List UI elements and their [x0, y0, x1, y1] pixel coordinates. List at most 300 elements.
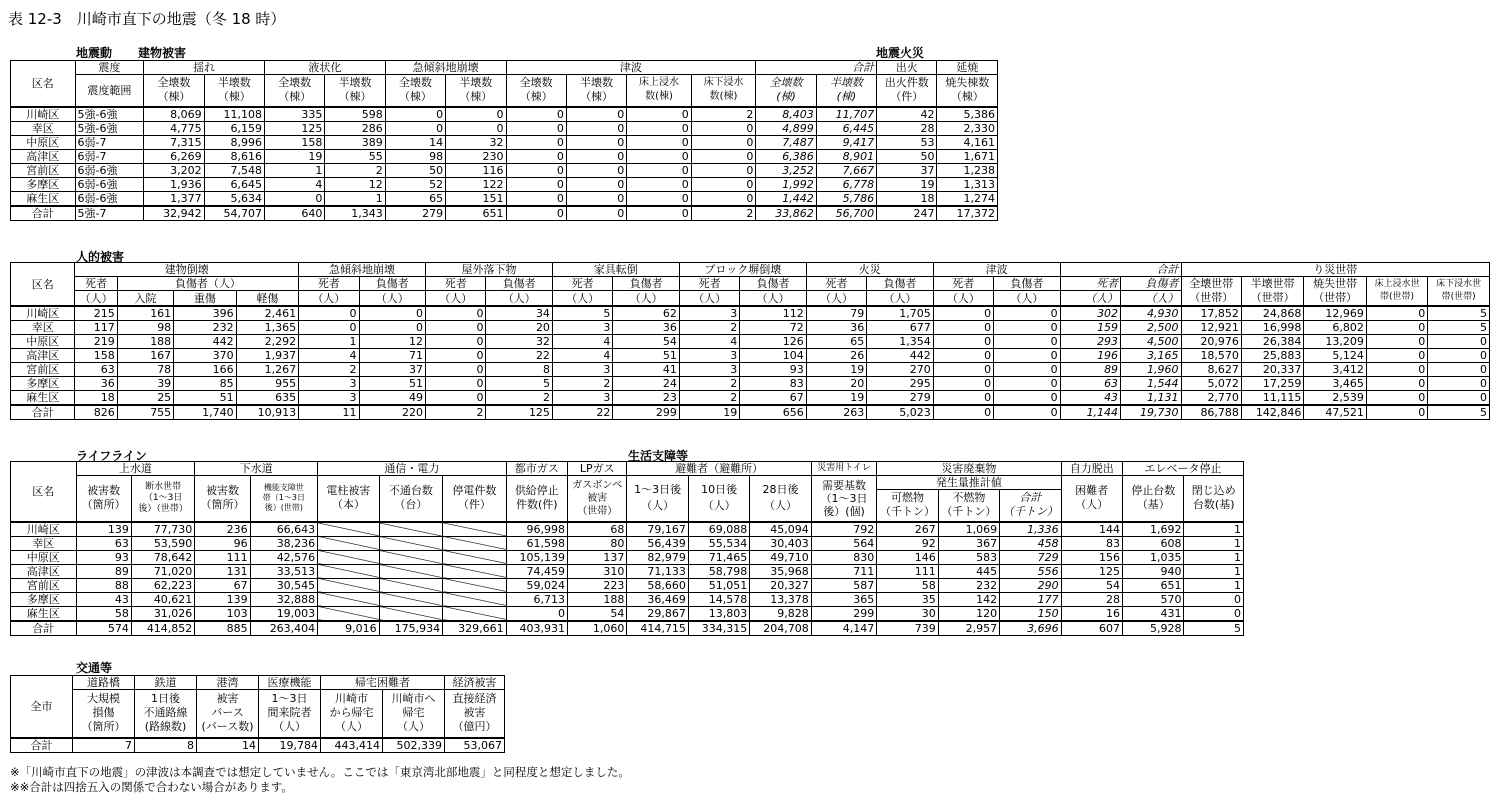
value-cell: 137	[568, 550, 627, 564]
value-cell: 431	[1123, 606, 1184, 621]
value-cell: 38,236	[250, 536, 318, 550]
value-cell: 4	[265, 177, 325, 191]
value-cell: 59,024	[506, 578, 567, 592]
district-name-cell: 宮前区	[11, 578, 77, 592]
value-cell: 63	[76, 536, 131, 550]
value-cell: 2,957	[938, 621, 999, 636]
t3-gesui-higai-header: 被害数 （箇所）	[195, 476, 250, 522]
value-cell: 188	[117, 335, 173, 349]
value-cell: 0	[426, 391, 486, 406]
value-cell: 156	[1061, 550, 1122, 564]
value-cell: 656	[740, 405, 806, 420]
value-cell: 11,115	[1241, 391, 1303, 406]
value-cell: 6,159	[204, 121, 264, 135]
human-damage-table	[10, 262, 1490, 420]
value-cell: 0	[1366, 349, 1427, 363]
value-cell: 125	[486, 405, 552, 420]
value-cell: 41	[613, 363, 679, 377]
value-cell: 1,692	[1123, 522, 1184, 537]
value-cell: 32,942	[144, 206, 204, 221]
t2-row	[11, 349, 1490, 363]
value-cell: 40,621	[131, 592, 194, 606]
page-title: 表 12-3 川崎市直下の地震（冬 18 時）	[8, 10, 286, 28]
value-cell: 442	[174, 335, 236, 349]
value-cell: 104	[740, 349, 806, 363]
value-cell: 13,209	[1304, 335, 1366, 349]
traffic-table	[10, 675, 505, 753]
section-fire-label: 地震火災	[876, 46, 925, 60]
t2-jusho-header: 重傷	[174, 291, 236, 306]
t4-zenshi-header: 全市	[11, 676, 73, 738]
value-cell: 1,060	[568, 621, 627, 636]
value-cell: 0	[506, 163, 566, 177]
value-cell: 79	[806, 306, 866, 321]
value-cell: 0	[566, 206, 626, 221]
value-cell: 12	[325, 177, 385, 191]
value-cell: 1	[325, 191, 385, 206]
value-cell	[379, 536, 442, 550]
value-cell: 2,330	[937, 121, 998, 135]
value-cell: 3,165	[1121, 349, 1181, 363]
value-cell: 19,730	[1121, 405, 1181, 420]
value-cell: 0	[566, 135, 626, 149]
t4-value-cell: 443,414	[321, 738, 383, 753]
value-cell: 33,513	[250, 564, 318, 578]
value-cell: 0	[506, 149, 566, 163]
value-cell: 1,131	[1121, 391, 1181, 406]
district-name-cell: 川崎区	[11, 107, 76, 122]
value-cell: 126	[740, 335, 806, 349]
t2-unit-8: （人）	[486, 291, 552, 306]
section-bldg-label: 建物被害	[138, 46, 187, 60]
value-cell: 20	[486, 321, 552, 335]
value-cell: 142,846	[1241, 405, 1303, 420]
value-cell: 598	[325, 107, 385, 122]
value-cell: 0	[933, 335, 993, 349]
value-cell: 279	[867, 391, 933, 406]
value-cell: 1,274	[937, 191, 998, 206]
value-cell: 5,786	[816, 191, 876, 206]
value-cell: 36	[613, 321, 679, 335]
value-cell: 2	[679, 377, 739, 391]
value-cell: 396	[174, 306, 236, 321]
value-cell: 0	[359, 306, 425, 321]
t2-unit-16: （人）	[994, 291, 1060, 306]
t2-tatemono-shisha-unit: （人）	[75, 291, 117, 306]
t1-tsunami-yukajo-header: 床上浸水 数(棟)	[627, 75, 692, 107]
value-cell: 117	[75, 321, 117, 335]
value-cell: 1	[299, 335, 359, 349]
value-cell: 0	[265, 191, 325, 206]
t2-kagu-fushosha-header: 負傷者	[613, 277, 679, 291]
value-cell: 2	[299, 363, 359, 377]
t4-tetsudo-header: 鉄道	[135, 676, 197, 690]
value-cell: 0	[359, 321, 425, 335]
t3-juyo-header: 需要基数 （1～3日 後）(個)	[811, 476, 877, 522]
value-cell: 24,868	[1241, 306, 1303, 321]
value-cell: 67	[195, 578, 250, 592]
value-cell: 3	[679, 349, 739, 363]
value-cell: 62	[613, 306, 679, 321]
value-cell: 19	[877, 177, 937, 191]
t3-d13-header: 1～3日後 （人）	[627, 476, 688, 522]
t4-value-cell: 8	[135, 738, 197, 753]
value-cell: 47,521	[1304, 405, 1366, 420]
value-cell: 940	[1123, 564, 1184, 578]
value-cell: 51	[613, 349, 679, 363]
value-cell: 711	[811, 564, 877, 578]
value-cell: 18	[877, 191, 937, 206]
value-cell: 739	[877, 621, 938, 636]
t2-kasai-shisha-header: 死者	[806, 277, 866, 291]
t3-row	[11, 522, 1244, 537]
value-cell: 1,343	[325, 206, 385, 221]
value-cell: 2	[552, 377, 612, 391]
value-cell	[379, 578, 442, 592]
value-cell: 0	[506, 191, 566, 206]
t1-ekijo-zenkai-header: 全壊数 （棟）	[265, 75, 325, 107]
t4-value-cell: 7	[73, 738, 135, 753]
value-cell: 33,862	[756, 206, 816, 221]
t1-row	[11, 107, 998, 122]
t2-unit-12: （人）	[740, 291, 806, 306]
t2-zenkai-s-header: 全壊世帯 （世帯）	[1181, 277, 1241, 307]
value-cell: 270	[867, 363, 933, 377]
t3-lpgas-header: LPガス	[568, 462, 627, 476]
district-name-cell: 麻生区	[11, 191, 76, 206]
building-damage-table	[10, 60, 998, 221]
value-cell: 19,003	[250, 606, 318, 621]
t1-ku-header: 区名	[11, 61, 76, 107]
t1-yure-header: 揺れ	[144, 61, 265, 75]
t3-dansui-header: 断水世帯 （1～3日 後）（世帯）	[131, 476, 194, 522]
value-cell: 635	[236, 391, 298, 406]
value-cell: 5,928	[1123, 621, 1184, 636]
t3-hinan-header: 避難者（避難所）	[627, 462, 811, 476]
value-cell: 0	[691, 121, 756, 135]
t1-ekijo-hankai-header: 半壊数 （棟）	[325, 75, 385, 107]
value-cell	[318, 522, 379, 537]
district-name-cell: 宮前区	[11, 363, 75, 377]
value-cell: 6弱-6強	[75, 191, 144, 206]
value-cell: 175,934	[379, 621, 442, 636]
value-cell: 36	[806, 321, 866, 335]
value-cell: 32,888	[250, 592, 318, 606]
value-cell	[379, 522, 442, 537]
value-cell: 0	[426, 377, 486, 391]
value-cell: 5強-7	[75, 206, 144, 221]
district-name-cell: 川崎区	[11, 306, 75, 321]
district-name-cell: 幸区	[11, 321, 75, 335]
district-name-cell: 中原区	[11, 135, 76, 149]
value-cell: 125	[265, 121, 325, 135]
t3-denchu-header: 電柱被害 （本）	[318, 476, 379, 522]
value-cell: 7,548	[204, 163, 264, 177]
value-cell: 30,403	[750, 536, 811, 550]
t4-total-label: 合計	[11, 738, 73, 753]
value-cell: 69,088	[688, 522, 749, 537]
value-cell: 1,992	[756, 177, 816, 191]
value-cell: 5,072	[1181, 377, 1241, 391]
t4-berth-header: 被害 バース (バース数)	[197, 690, 259, 738]
t3-elev-header: エレベータ停止	[1123, 462, 1244, 476]
district-name-cell: 幸区	[11, 121, 76, 135]
value-cell: 167	[117, 349, 173, 363]
t2-tatemono-header: 建物倒壊	[75, 263, 299, 277]
value-cell: 6,386	[756, 149, 816, 163]
value-cell: 1	[1184, 578, 1244, 592]
value-cell: 247	[877, 206, 937, 221]
value-cell: 11,707	[816, 107, 876, 122]
value-cell: 414,715	[627, 621, 688, 636]
value-cell: 0	[566, 191, 626, 206]
t3-d10-header: 10日後 （人）	[688, 476, 749, 522]
value-cell: 0	[426, 335, 486, 349]
value-cell: 32	[446, 135, 506, 149]
value-cell: 5	[1428, 321, 1490, 335]
footnote-2: ※※合計は四捨五入の関係で合わない場合があります。	[10, 780, 293, 794]
value-cell: 232	[174, 321, 236, 335]
value-cell: 445	[938, 564, 999, 578]
value-cell: 4	[552, 349, 612, 363]
t4-keizai-header: 経済被害	[445, 676, 505, 690]
t2-okugai-shisha-header: 死者	[426, 277, 486, 291]
value-cell: 0	[994, 377, 1060, 391]
value-cell: 1,313	[937, 177, 998, 191]
t1-row	[11, 135, 998, 149]
value-cell: 139	[195, 592, 250, 606]
value-cell: 295	[867, 377, 933, 391]
value-cell: 92	[877, 536, 938, 550]
value-cell: 0	[933, 349, 993, 363]
value-cell: 0	[627, 121, 692, 135]
t1-yure-hankai-header: 半壊数 （棟）	[204, 75, 264, 107]
value-cell: 0	[994, 363, 1060, 377]
value-cell: 4,147	[811, 621, 877, 636]
value-cell: 0	[506, 206, 566, 221]
t1-shindo-range-header: 震度範囲	[75, 75, 144, 107]
value-cell: 219	[75, 335, 117, 349]
t1-gokei-header: 合計	[756, 61, 877, 75]
value-cell: 77,730	[131, 522, 194, 537]
value-cell: 30,545	[250, 578, 318, 592]
value-cell: 215	[75, 306, 117, 321]
value-cell: 85	[174, 377, 236, 391]
t2-unit-7: （人）	[426, 291, 486, 306]
value-cell: 6弱-6強	[75, 177, 144, 191]
value-cell: 651	[1123, 578, 1184, 592]
t3-josui-header: 上水道	[76, 462, 195, 476]
t1-row	[11, 206, 998, 221]
value-cell: 0	[385, 121, 445, 135]
value-cell	[379, 564, 442, 578]
value-cell: 3,412	[1304, 363, 1366, 377]
t1-kyukeisha-header: 急傾斜地崩壊	[385, 61, 506, 75]
value-cell	[443, 564, 506, 578]
value-cell: 67	[740, 391, 806, 406]
district-name-cell: 多摩区	[11, 592, 77, 606]
value-cell: 6,645	[204, 177, 264, 191]
value-cell: 82,979	[627, 550, 688, 564]
value-cell: 54	[613, 335, 679, 349]
value-cell: 36	[75, 377, 117, 391]
value-cell: 71	[359, 349, 425, 363]
value-cell	[443, 592, 506, 606]
t3-futsu-header: 不通台数 （台）	[379, 476, 442, 522]
value-cell: 6,802	[1304, 321, 1366, 335]
value-cell: 37	[359, 363, 425, 377]
value-cell: 365	[811, 592, 877, 606]
value-cell: 25,883	[1241, 349, 1303, 363]
t2-okugai-header: 屋外落下物	[426, 263, 553, 277]
value-cell: 5,023	[867, 405, 933, 420]
value-cell: 159	[1060, 321, 1120, 335]
value-cell: 1	[1184, 522, 1244, 537]
value-cell	[443, 536, 506, 550]
t2-unit-17: （人）	[1060, 291, 1120, 306]
value-cell	[379, 606, 442, 621]
value-cell: 2,292	[236, 335, 298, 349]
value-cell: 158	[265, 135, 325, 149]
value-cell: 4,775	[144, 121, 204, 135]
value-cell: 310	[568, 564, 627, 578]
value-cell: 3	[552, 321, 612, 335]
section-living-label: 生活支障等	[628, 449, 689, 463]
t2-unit-14: （人）	[867, 291, 933, 306]
value-cell: 12,921	[1181, 321, 1241, 335]
t4-kanja-header: 1～3日 間来院者 （人）	[259, 690, 321, 738]
t1-tsunami-yukashita-header: 床下浸水 数(棟)	[691, 75, 756, 107]
t2-okugai-fushosha-header: 負傷者	[486, 277, 552, 291]
value-cell: 4,500	[1121, 335, 1181, 349]
value-cell: 3	[299, 377, 359, 391]
t4-daikibo-header: 大規模 損傷 （箇所）	[73, 690, 135, 738]
value-cell	[318, 550, 379, 564]
value-cell: 42	[877, 107, 937, 122]
value-cell: 5	[1428, 405, 1490, 420]
value-cell: 9,016	[318, 621, 379, 636]
t2-row	[11, 363, 1490, 377]
value-cell: 72	[740, 321, 806, 335]
value-cell: 58	[877, 578, 938, 592]
value-cell: 14	[385, 135, 445, 149]
value-cell: 826	[75, 405, 117, 420]
value-cell: 62,223	[131, 578, 194, 592]
t2-row	[11, 306, 1490, 321]
t2-kasai-header: 火災	[806, 263, 933, 277]
t2-tatemono-shisha-header: 死者	[75, 277, 117, 291]
value-cell: 56,439	[627, 536, 688, 550]
district-name-cell: 高津区	[11, 564, 77, 578]
t2-tsunami-shisha-header: 死者	[933, 277, 993, 291]
value-cell: 139	[76, 522, 131, 537]
t3-jiriki-header: 自力脱出	[1061, 462, 1122, 476]
t1-tsunami-zenkai-header: 全壊数 （棟）	[506, 75, 566, 107]
t2-kyukeisha-header: 急傾斜地崩壊	[299, 263, 426, 277]
value-cell: 389	[325, 135, 385, 149]
value-cell: 0	[933, 405, 993, 420]
t3-josui-higai-header: 被害数 （箇所）	[76, 476, 131, 522]
value-cell: 1,267	[236, 363, 298, 377]
value-cell: 35	[877, 592, 938, 606]
value-cell: 50	[877, 149, 937, 163]
value-cell: 403,931	[506, 621, 567, 636]
value-cell: 116	[446, 163, 506, 177]
value-cell: 0	[1366, 377, 1427, 391]
footnote-1: ※「川崎市直下の地震」の津波は本調査では想定していません。ここでは「東京湾北部地震」と同程度と想定しました。	[10, 765, 630, 779]
value-cell: 31,026	[131, 606, 194, 621]
value-cell: 263,404	[250, 621, 318, 636]
value-cell: 17,852	[1181, 306, 1241, 321]
value-cell: 98	[385, 149, 445, 163]
value-cell: 65	[385, 191, 445, 206]
t1-row	[11, 177, 998, 191]
value-cell: 230	[446, 149, 506, 163]
value-cell: 4,930	[1121, 306, 1181, 321]
value-cell: 0	[691, 163, 756, 177]
value-cell: 0	[1428, 363, 1490, 377]
value-cell: 111	[877, 564, 938, 578]
value-cell: 2	[691, 107, 756, 122]
t3-konnansha-header: 困難者 （人）	[1061, 476, 1122, 522]
t4-doro-header: 道路橋	[73, 676, 135, 690]
value-cell: 0	[627, 206, 692, 221]
value-cell: 0	[1184, 592, 1244, 606]
t2-unit-5: （人）	[299, 291, 359, 306]
value-cell: 1,936	[144, 177, 204, 191]
value-cell: 16,998	[1241, 321, 1303, 335]
t4-kara-header: 川崎市 から帰宅 （人）	[321, 690, 383, 738]
value-cell: 3	[299, 391, 359, 406]
t2-gokei-header: 合計	[1060, 263, 1181, 277]
value-cell: 5	[1184, 621, 1244, 636]
value-cell: 10,913	[236, 405, 298, 420]
value-cell: 42,576	[250, 550, 318, 564]
value-cell: 96,998	[506, 522, 567, 537]
value-cell	[318, 578, 379, 592]
value-cell: 79,167	[627, 522, 688, 537]
t2-keisho-header: 軽傷	[236, 291, 298, 306]
value-cell: 370	[174, 349, 236, 363]
district-name-cell: 多摩区	[11, 177, 76, 191]
value-cell: 2	[679, 391, 739, 406]
value-cell: 8,996	[204, 135, 264, 149]
value-cell	[443, 522, 506, 537]
value-cell: 0	[691, 135, 756, 149]
value-cell: 2,770	[1181, 391, 1241, 406]
value-cell: 0	[994, 306, 1060, 321]
t1-kyukeisha-hankai-header: 半壊数 （棟）	[446, 75, 506, 107]
value-cell: 3,252	[756, 163, 816, 177]
value-cell	[379, 592, 442, 606]
value-cell: 2	[691, 206, 756, 221]
t2-unit-13: （人）	[806, 291, 866, 306]
value-cell: 955	[236, 377, 298, 391]
value-cell: 68	[568, 522, 627, 537]
value-cell: 0	[446, 107, 506, 122]
value-cell: 1,671	[937, 149, 998, 163]
t3-kyokyu-header: 供給停止 件数(件)	[506, 476, 567, 522]
value-cell: 1,336	[1000, 522, 1061, 537]
value-cell: 74,459	[506, 564, 567, 578]
value-cell: 78,642	[131, 550, 194, 564]
value-cell: 0	[566, 177, 626, 191]
t4-value-cell: 502,339	[383, 738, 445, 753]
value-cell: 290	[1000, 578, 1061, 592]
value-cell: 8,069	[144, 107, 204, 122]
section-life-label: ライフライン	[76, 449, 147, 463]
district-name-cell: 高津区	[11, 149, 76, 163]
